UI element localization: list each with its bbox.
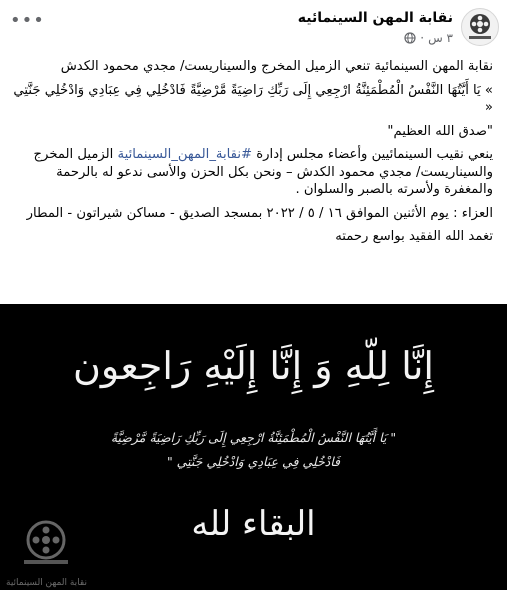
post-paragraph-prayer: تغمد الله الفقيد بواسع رحمته (335, 229, 493, 244)
post-meta (404, 31, 453, 45)
watermark-text: نقابة المهن السينمائية (6, 578, 87, 588)
post-time[interactable]: ٣ س (428, 31, 453, 45)
globe-icon (404, 32, 416, 44)
more-options-button[interactable]: ••• (10, 10, 45, 31)
post-image[interactable] (0, 304, 507, 590)
announcement-text-end: الزميل المخرج والسيناريست/ مجدي محمود الكدش – ونحن بكل الحزن والأسى ندعو له بالرحمة والمغفرة ولأسرته بالصبر والسلوان . (33, 147, 493, 197)
image-condolence-phrase: البقاء لله (191, 504, 316, 544)
post-text (10, 58, 493, 252)
post-paragraph-closing-verse: "صدق الله العظيم" (387, 123, 493, 139)
film-reel-icon (462, 9, 498, 45)
post-paragraph-condolence: العزاء : يوم الأثنين الموافق ١٦ / ٥ / ٢٠٢٢ بمسجد الصديق - مساكن شيراتون - المطار (26, 205, 493, 221)
image-verse-line-2: فَادْخُلِي فِي عِبَادِي وَادْخُلِي جَنَّتِي " (166, 454, 341, 469)
syndicate-logo-watermark (16, 512, 76, 582)
announcement-text-start: ينعي نقيب السينمائيين وأعضاء مجلس إدارة (252, 147, 493, 162)
post-header (8, 6, 499, 50)
post-paragraph-title: نقابة المهن السينمائية تنعي الزميل المخرج والسيناريست/ مجدي محمود الكدش (60, 59, 493, 74)
post-paragraph-announcement (10, 146, 493, 199)
page-avatar[interactable] (461, 8, 499, 46)
hashtag-link[interactable]: #نقابة_المهن_السينمائية (117, 147, 253, 162)
post-paragraph-verse: » يَا أَيَّتُهَا النَّفْسُ الْمُطْمَئِنَّةُ ارْجِعِي إِلَى رَبِّكِ رَاضِيَةً مَّرْضِيَّةً فَادْخُلِي فِي عِبَادِي وَادْخُلِي جَنَّتِي « (13, 82, 493, 115)
image-main-verse: إِنَّا لِلّهِ وَ إِنَّا إِلَيْهِ رَاجِعون (73, 344, 434, 388)
image-verse-line-1: " يَا أَيَّتُهَا النَّفْسُ الْمُطْمَئِنَّةُ ارْجِعِي إِلَى رَبِّكِ رَاضِيَةً مَّرْضِيَّةً (110, 430, 397, 445)
dot-separator: · (420, 31, 425, 45)
page-name-link[interactable]: نقابة المهن السينمائيه (297, 10, 453, 26)
